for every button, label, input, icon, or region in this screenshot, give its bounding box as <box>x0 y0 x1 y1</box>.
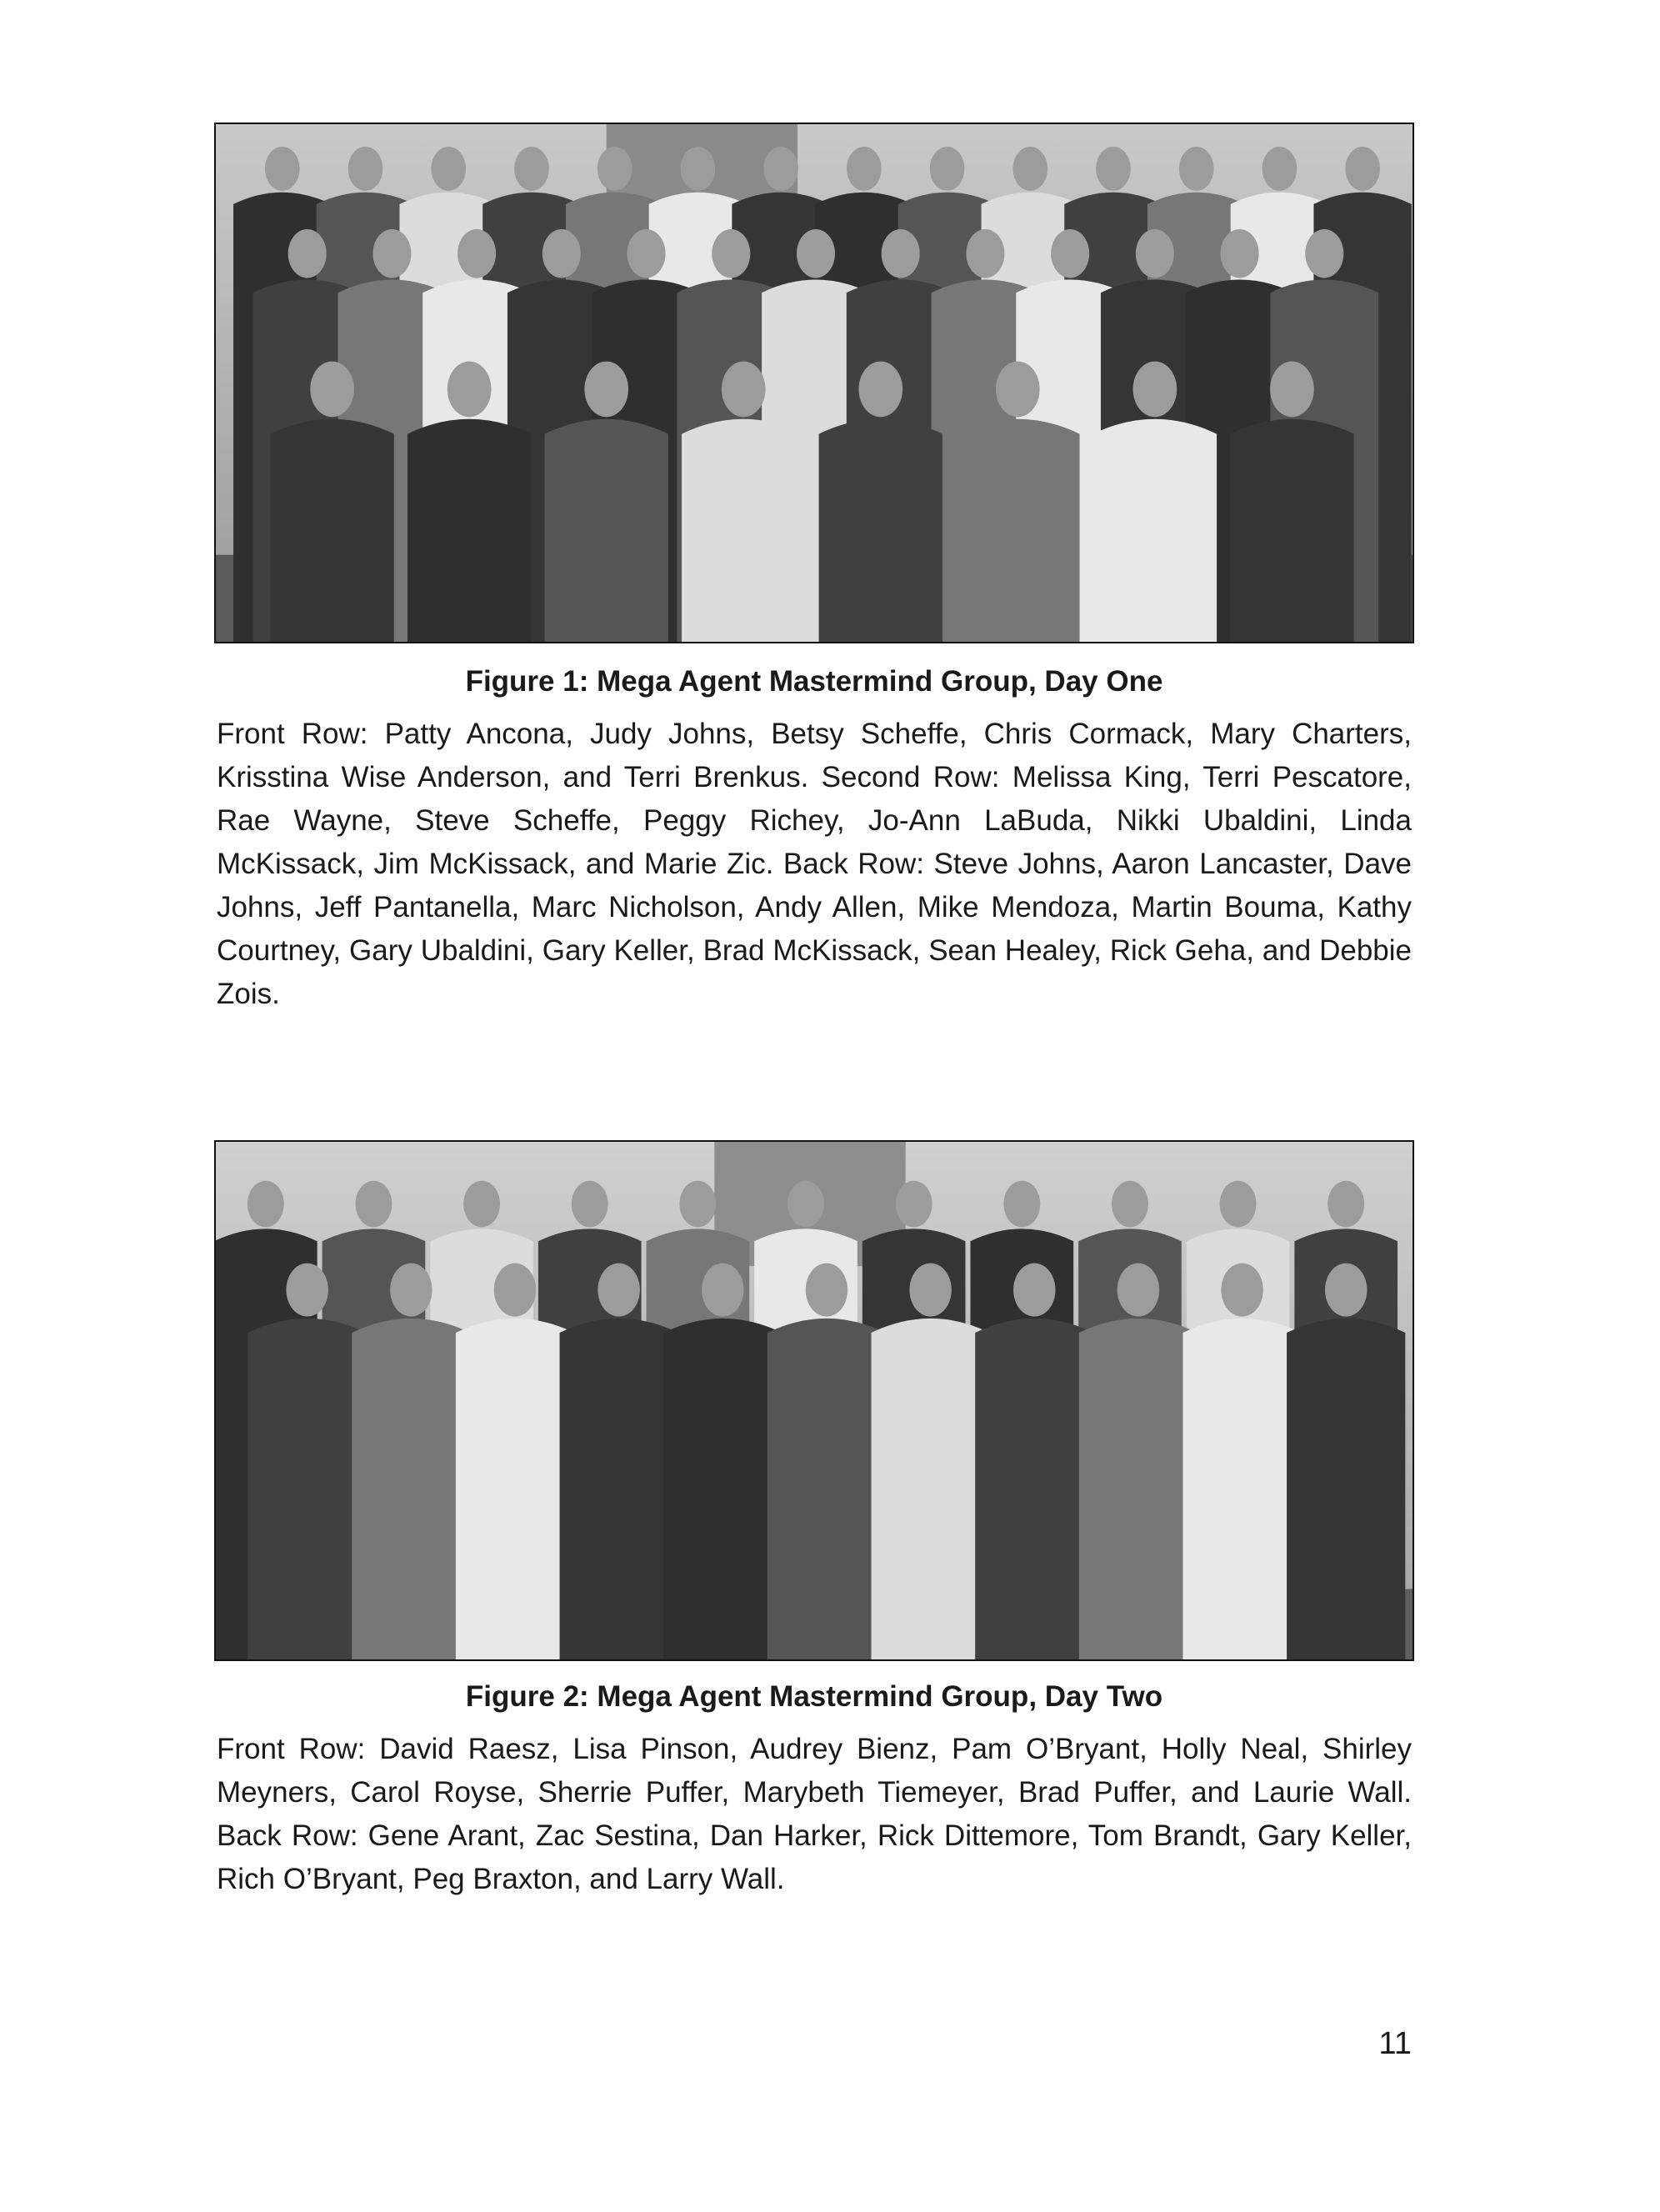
person-head <box>514 147 549 191</box>
person-head <box>458 229 496 278</box>
person-head <box>896 1181 932 1228</box>
person-head <box>628 229 666 278</box>
person-silhouette <box>270 419 393 642</box>
person-head <box>702 1264 743 1317</box>
person-silhouette <box>956 419 1079 642</box>
person-silhouette <box>663 1319 782 1659</box>
person-silhouette <box>1093 419 1217 642</box>
person-head <box>348 147 383 191</box>
person-head <box>1051 229 1089 278</box>
person-head <box>1136 229 1174 278</box>
person-head <box>448 362 492 418</box>
person-head <box>681 147 716 191</box>
person-head <box>1112 1181 1148 1228</box>
person-head <box>310 362 354 418</box>
person-head <box>288 229 327 278</box>
person-head <box>1118 1264 1159 1317</box>
person-head <box>598 147 632 191</box>
person-silhouette <box>456 1319 574 1659</box>
person-head <box>1096 147 1131 191</box>
person-head <box>763 147 798 191</box>
person-silhouette <box>819 419 942 642</box>
person-head <box>572 1181 608 1228</box>
person-head <box>356 1181 392 1228</box>
person-head <box>390 1264 432 1317</box>
person-head <box>966 229 1004 278</box>
person-head <box>431 147 466 191</box>
person-silhouette <box>545 419 668 642</box>
person-head <box>797 229 835 278</box>
person-silhouette <box>872 1319 990 1659</box>
person-head <box>858 362 902 418</box>
person-head <box>996 362 1040 418</box>
person-head <box>598 1264 639 1317</box>
person-head <box>788 1181 824 1228</box>
person-head <box>1305 229 1343 278</box>
person-silhouette <box>1230 419 1353 642</box>
person-head <box>806 1264 848 1317</box>
person-silhouette <box>408 419 531 642</box>
person-silhouette <box>1079 1319 1198 1659</box>
person-head <box>463 1181 500 1228</box>
person-head <box>248 1181 284 1228</box>
person-head <box>847 147 882 191</box>
person-head <box>722 362 766 418</box>
person-head <box>1221 229 1259 278</box>
person-head <box>1133 362 1178 418</box>
person-silhouette <box>975 1319 1093 1659</box>
person-head <box>1221 1264 1262 1317</box>
figure-1-description: Front Row: Patty Ancona, Judy Johns, Betsy Scheffe, Chris Cormack, Mary Charters, Krisstina Wise Anderson, and Terri Brenkus. Second Row: Melissa King, Terri Pescatore, Rae Wayne, Steve Scheffe, Peggy Richey, Jo-Ann LaBuda, Nikki Ubaldini, Linda McKissack, Jim McKissack, and Marie Zic. Back Row: Steve Johns, Aaron Lancaster, Dave Johns, Jeff Pantanella, Marc Nicholson, Andy Allen, Mike Mendoza, Martin Bouma, Kathy Courtney, Gary Ubaldini, Gary Keller, Brad McKissack, Sean Healey, Rick Geha, and Debbie Zois. <box>217 718 1412 1010</box>
figure-2-caption: Figure 2: Mega Agent Mastermind Group, Day Two <box>465 1680 1163 1713</box>
figure-1-caption: Figure 1: Mega Agent Mastermind Group, Day One <box>465 665 1163 698</box>
person-head <box>882 229 920 278</box>
person-head <box>1013 1264 1055 1317</box>
person-silhouette <box>682 419 805 642</box>
person-head <box>930 147 965 191</box>
person-head <box>1012 147 1048 191</box>
person-silhouette <box>248 1319 367 1659</box>
person-head <box>712 229 750 278</box>
person-silhouette <box>1182 1319 1301 1659</box>
person-head <box>1179 147 1214 191</box>
person-head <box>1262 147 1298 191</box>
group-photo-day-two <box>214 1140 1414 1661</box>
figure-2-description: Front Row: David Raesz, Lisa Pinson, Audrey Bienz, Pam O’Bryant, Holly Neal, Shirley Meyners, Carol Royse, Sherrie Puffer, Marybeth Tiemeyer, Brad Puffer, and Laurie Wall. Back Row: Gene Arant, Zac Sestina, Dan Harker, Rick Dittemore, Tom Brandt, Gary Keller, Rich O’Bryant, Peg Braxton, and Larry Wall. <box>217 1733 1412 1895</box>
group-photo-day-one-image <box>216 124 1412 642</box>
person-head <box>909 1264 951 1317</box>
person-head <box>679 1181 716 1228</box>
person-head <box>1003 1181 1040 1228</box>
person-head <box>584 362 628 418</box>
person-head <box>372 229 411 278</box>
group-photo-day-one <box>214 123 1414 643</box>
person-silhouette <box>1287 1319 1405 1659</box>
page-number: 11 <box>1378 2026 1412 2061</box>
person-silhouette <box>560 1319 678 1659</box>
person-head <box>1325 1264 1367 1317</box>
person-silhouette <box>768 1319 886 1659</box>
person-head <box>494 1264 536 1317</box>
person-silhouette <box>352 1319 470 1659</box>
person-head <box>1345 147 1380 191</box>
group-photo-day-two-image <box>216 1142 1412 1659</box>
person-head <box>286 1264 328 1317</box>
person-head <box>1270 362 1314 418</box>
person-head <box>1220 1181 1257 1228</box>
person-head <box>1328 1181 1364 1228</box>
person-head <box>542 229 581 278</box>
person-head <box>265 147 300 191</box>
